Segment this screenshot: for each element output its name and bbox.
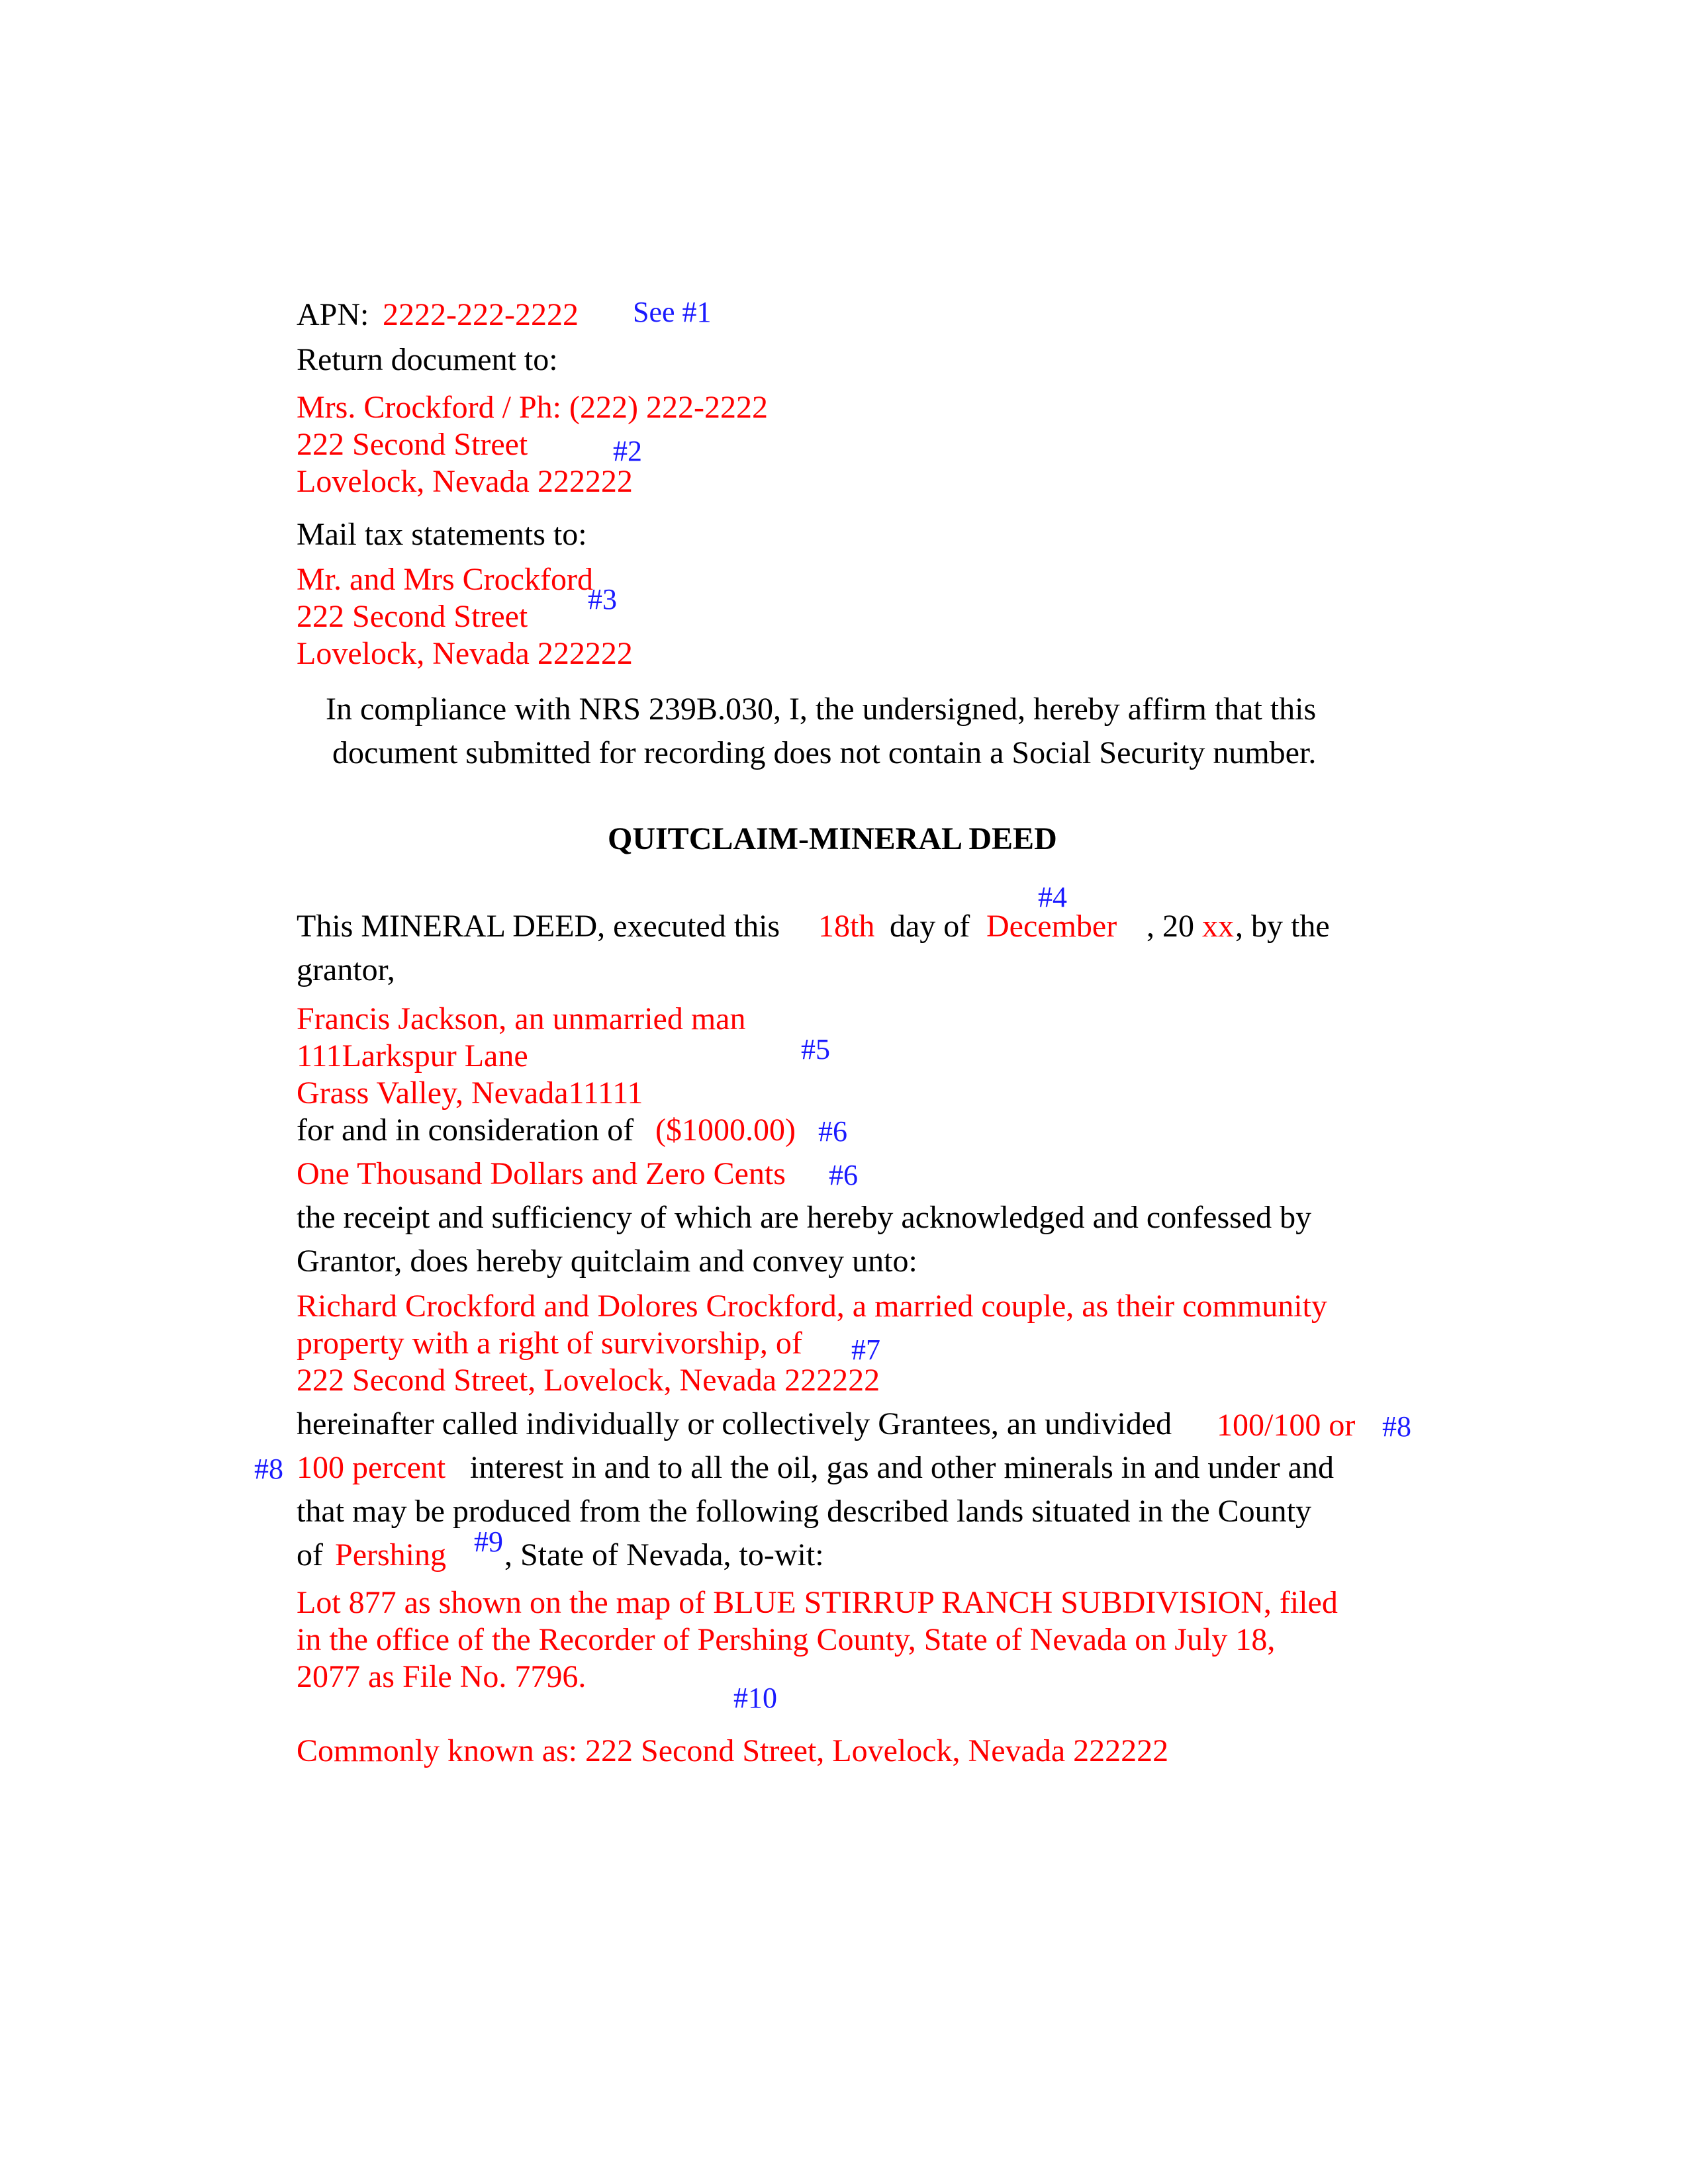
interest-line-1: hereinafter called individually or collectively Grantees, an undivided (297, 1406, 1172, 1441)
return-marker: #2 (613, 435, 642, 467)
grantor-word: grantor, (297, 952, 395, 987)
consideration-amount: ($1000.00) (655, 1113, 796, 1148)
grantee-line-2: property with a right of survivorship, of (297, 1326, 802, 1361)
interest-line-3: that may be produced from the following described lands situated in the County (297, 1494, 1311, 1529)
mail-line-name: Mr. and Mrs Crockford (297, 562, 593, 597)
execution-year-prefix: , 20 (1147, 909, 1194, 944)
legal-marker: #10 (733, 1682, 777, 1714)
mail-line-street: 222 Second Street (297, 599, 528, 634)
compliance-line-2: document submitted for recording does not contain a Social Security number. (332, 735, 1317, 770)
legal-line-2: in the office of the Recorder of Pershing County, State of Nevada on July 18, (297, 1622, 1276, 1657)
mail-label: Mail tax statements to: (297, 517, 587, 552)
compliance-line-1: In compliance with NRS 239B.030, I, the undersigned, hereby affirm that this (326, 692, 1317, 727)
receipt-line-1: the receipt and sufficiency of which are hereby acknowledged and confessed by (297, 1200, 1312, 1235)
grantor-marker: #5 (801, 1033, 830, 1066)
grantor-line-street: 111Larkspur Lane (297, 1038, 528, 1073)
mail-marker: #3 (588, 583, 617, 615)
interest-marker-left: #8 (254, 1453, 283, 1485)
interest-state-suffix: , State of Nevada, to-wit: (504, 1537, 824, 1572)
execution-marker: #4 (1038, 881, 1067, 913)
return-line-city: Lovelock, Nevada 222222 (297, 464, 633, 499)
execution-year-suffix: xx (1202, 909, 1234, 944)
legal-line-1: Lot 877 as shown on the map of BLUE STIRRUP RANCH SUBDIVISION, filed (297, 1585, 1338, 1620)
interest-line-2: interest in and to all the oil, gas and other minerals in and under and (470, 1450, 1334, 1485)
see-note-marker: See #1 (633, 296, 712, 328)
grantee-line-1: Richard Crockford and Dolores Crockford, a married couple, as their community (297, 1289, 1327, 1324)
consideration-prefix: for and in consideration of (297, 1113, 634, 1148)
consideration-marker: #6 (818, 1115, 847, 1148)
mail-line-city: Lovelock, Nevada 222222 (297, 636, 633, 671)
consideration-words: One Thousand Dollars and Zero Cents (297, 1156, 786, 1191)
return-line-street: 222 Second Street (297, 427, 528, 462)
execution-day: 18th (818, 909, 875, 944)
grantee-marker: #7 (851, 1334, 880, 1366)
interest-county: Pershing (335, 1537, 446, 1572)
return-label: Return document to: (297, 342, 558, 377)
interest-of-word: of (297, 1537, 323, 1572)
execution-month: December (986, 909, 1117, 944)
interest-county-marker: #9 (474, 1525, 503, 1558)
apn-value: 2222-222-2222 (383, 297, 579, 332)
interest-marker-right: #8 (1382, 1410, 1411, 1443)
execution-by-the: , by the (1235, 909, 1330, 944)
execution-day-of: day of (890, 909, 970, 944)
return-line-name: Mrs. Crockford / Ph: (222) 222-2222 (297, 390, 768, 425)
document-title: QUITCLAIM-MINERAL DEED (608, 821, 1057, 856)
grantor-line-city: Grass Valley, Nevada11111 (297, 1075, 643, 1111)
grantee-line-3: 222 Second Street, Lovelock, Nevada 222222 (297, 1363, 880, 1398)
legal-line-3: 2077 as File No. 7796. (297, 1659, 586, 1694)
interest-fraction: 100/100 or (1217, 1408, 1356, 1443)
apn-label: APN: (297, 297, 369, 332)
consideration-words-marker: #6 (829, 1159, 858, 1191)
interest-percent: 100 percent (297, 1450, 446, 1485)
grantor-line-name: Francis Jackson, an unmarried man (297, 1001, 746, 1036)
execution-prefix: This MINERAL DEED, executed this (297, 909, 780, 944)
commonly-known: Commonly known as: 222 Second Street, Lovelock, Nevada 222222 (297, 1733, 1169, 1768)
receipt-line-2: Grantor, does hereby quitclaim and convey unto: (297, 1244, 917, 1279)
